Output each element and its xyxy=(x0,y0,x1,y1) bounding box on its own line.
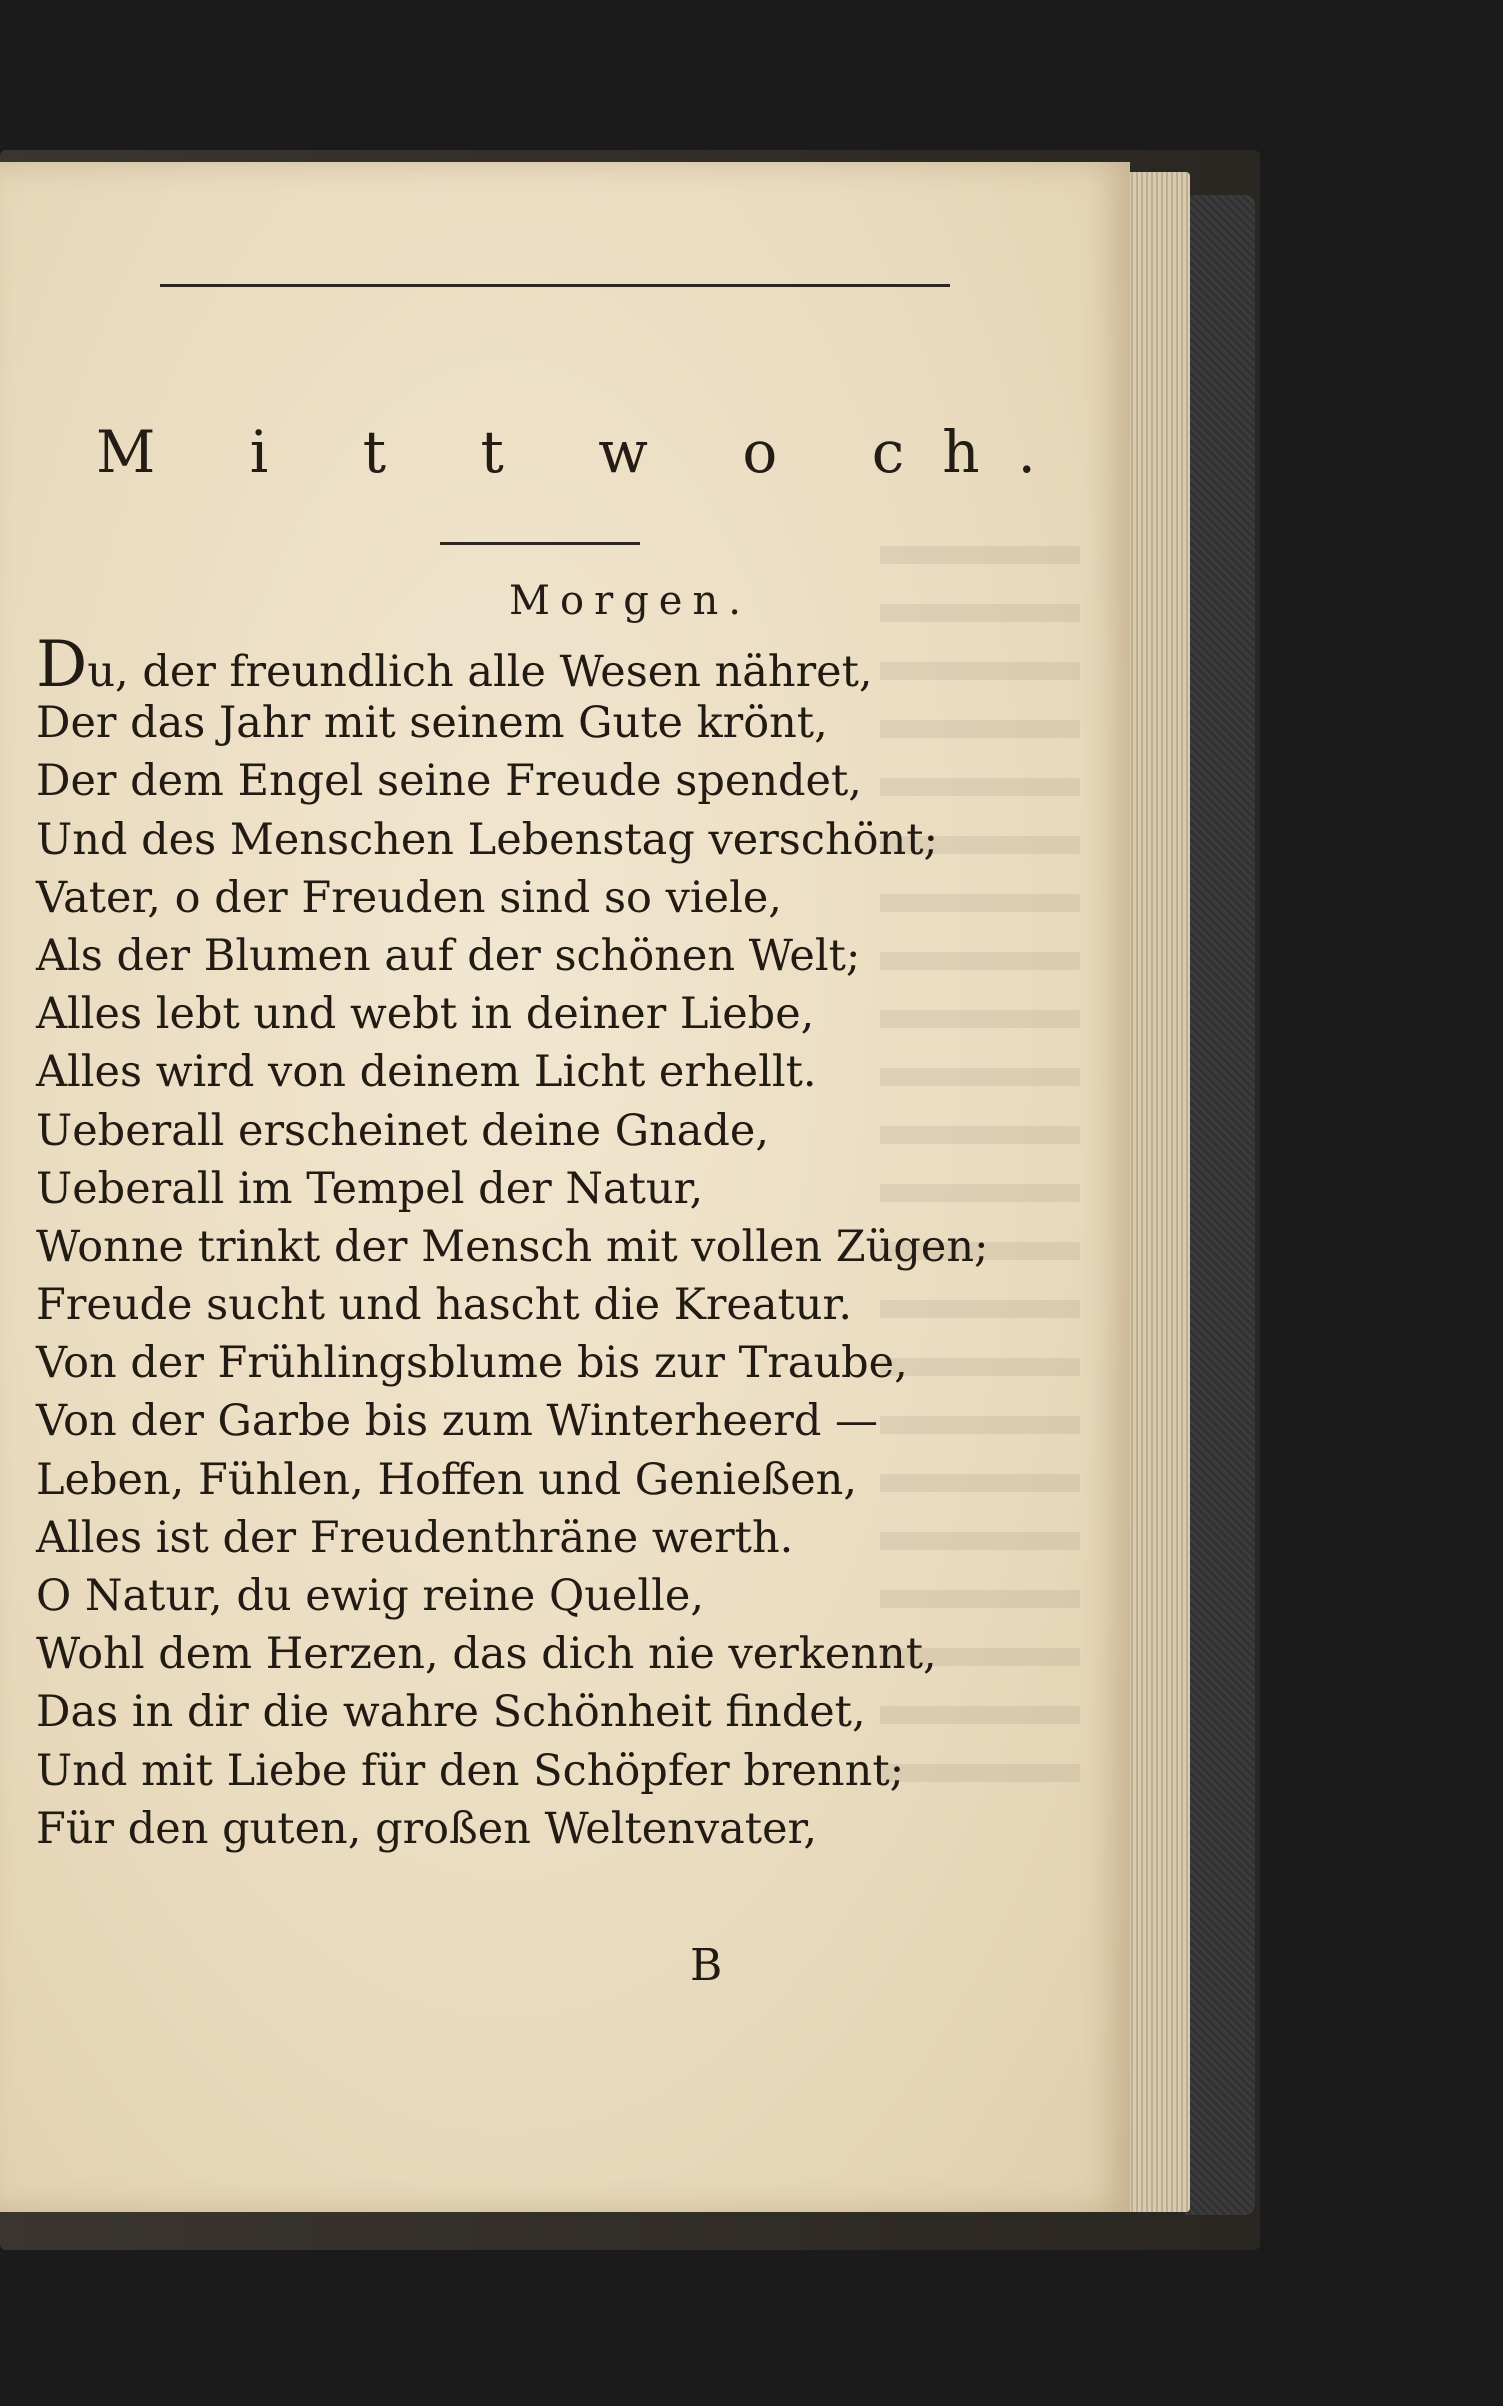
poem-line: Ueberall im Tempel der Natur, xyxy=(36,1163,704,1214)
poem-line: Vater, o der Freuden sind so viele, xyxy=(36,872,782,923)
poem-line: Als der Blumen auf der schönen Welt; xyxy=(36,930,861,981)
page-title: M i t t w o ch. xyxy=(95,418,1074,486)
poem-line: Ueberall erscheinet deine Gnade, xyxy=(36,1105,770,1156)
poem-line: Wonne trinkt der Mensch mit vollen Zügen; xyxy=(36,1221,989,1272)
poem-line: Und des Menschen Lebenstag verschönt; xyxy=(36,814,938,865)
poem-line: Von der Garbe bis zum Winterheerd — xyxy=(36,1396,879,1447)
poem-line: Freude sucht und hascht die Kreatur. xyxy=(36,1280,852,1331)
title-rule xyxy=(440,542,640,545)
poem-line: O Natur, du ewig reine Quelle, xyxy=(36,1571,704,1621)
section-subtitle: Morgen. xyxy=(509,578,751,624)
poem-line: Und mit Liebe für den Schöpfer brennt; xyxy=(36,1745,905,1796)
poem-line: Der dem Engel seine Freude spendet, xyxy=(36,756,862,807)
top-rule xyxy=(160,284,950,287)
poem-line: Wohl dem Herzen, das dich nie verkennt, xyxy=(36,1629,937,1680)
poem-line: Alles wird von deinem Licht erhellt. xyxy=(36,1047,817,1098)
poem-line: Das in dir die wahre Schönheit findet, xyxy=(36,1687,866,1738)
poem-line: Du, der freundlich alle Wesen nähret, xyxy=(36,628,873,702)
poem-line: Für den guten, großen Weltenvater, xyxy=(36,1803,818,1854)
poem-line: Leben, Fühlen, Hoffen und Genießen, xyxy=(36,1454,858,1505)
poem-line: Alles lebt und webt in deiner Liebe, xyxy=(36,989,815,1040)
poem-line: Von der Frühlingsblume bis zur Traube, xyxy=(36,1338,908,1389)
signature-mark: B xyxy=(690,1940,723,1991)
book-spine xyxy=(1185,195,1255,2215)
poem-line: Alles ist der Freudenthräne werth. xyxy=(36,1512,794,1563)
poem-line: Der das Jahr mit seinem Gute krönt, xyxy=(36,698,828,749)
poem-text xyxy=(36,628,1096,1858)
